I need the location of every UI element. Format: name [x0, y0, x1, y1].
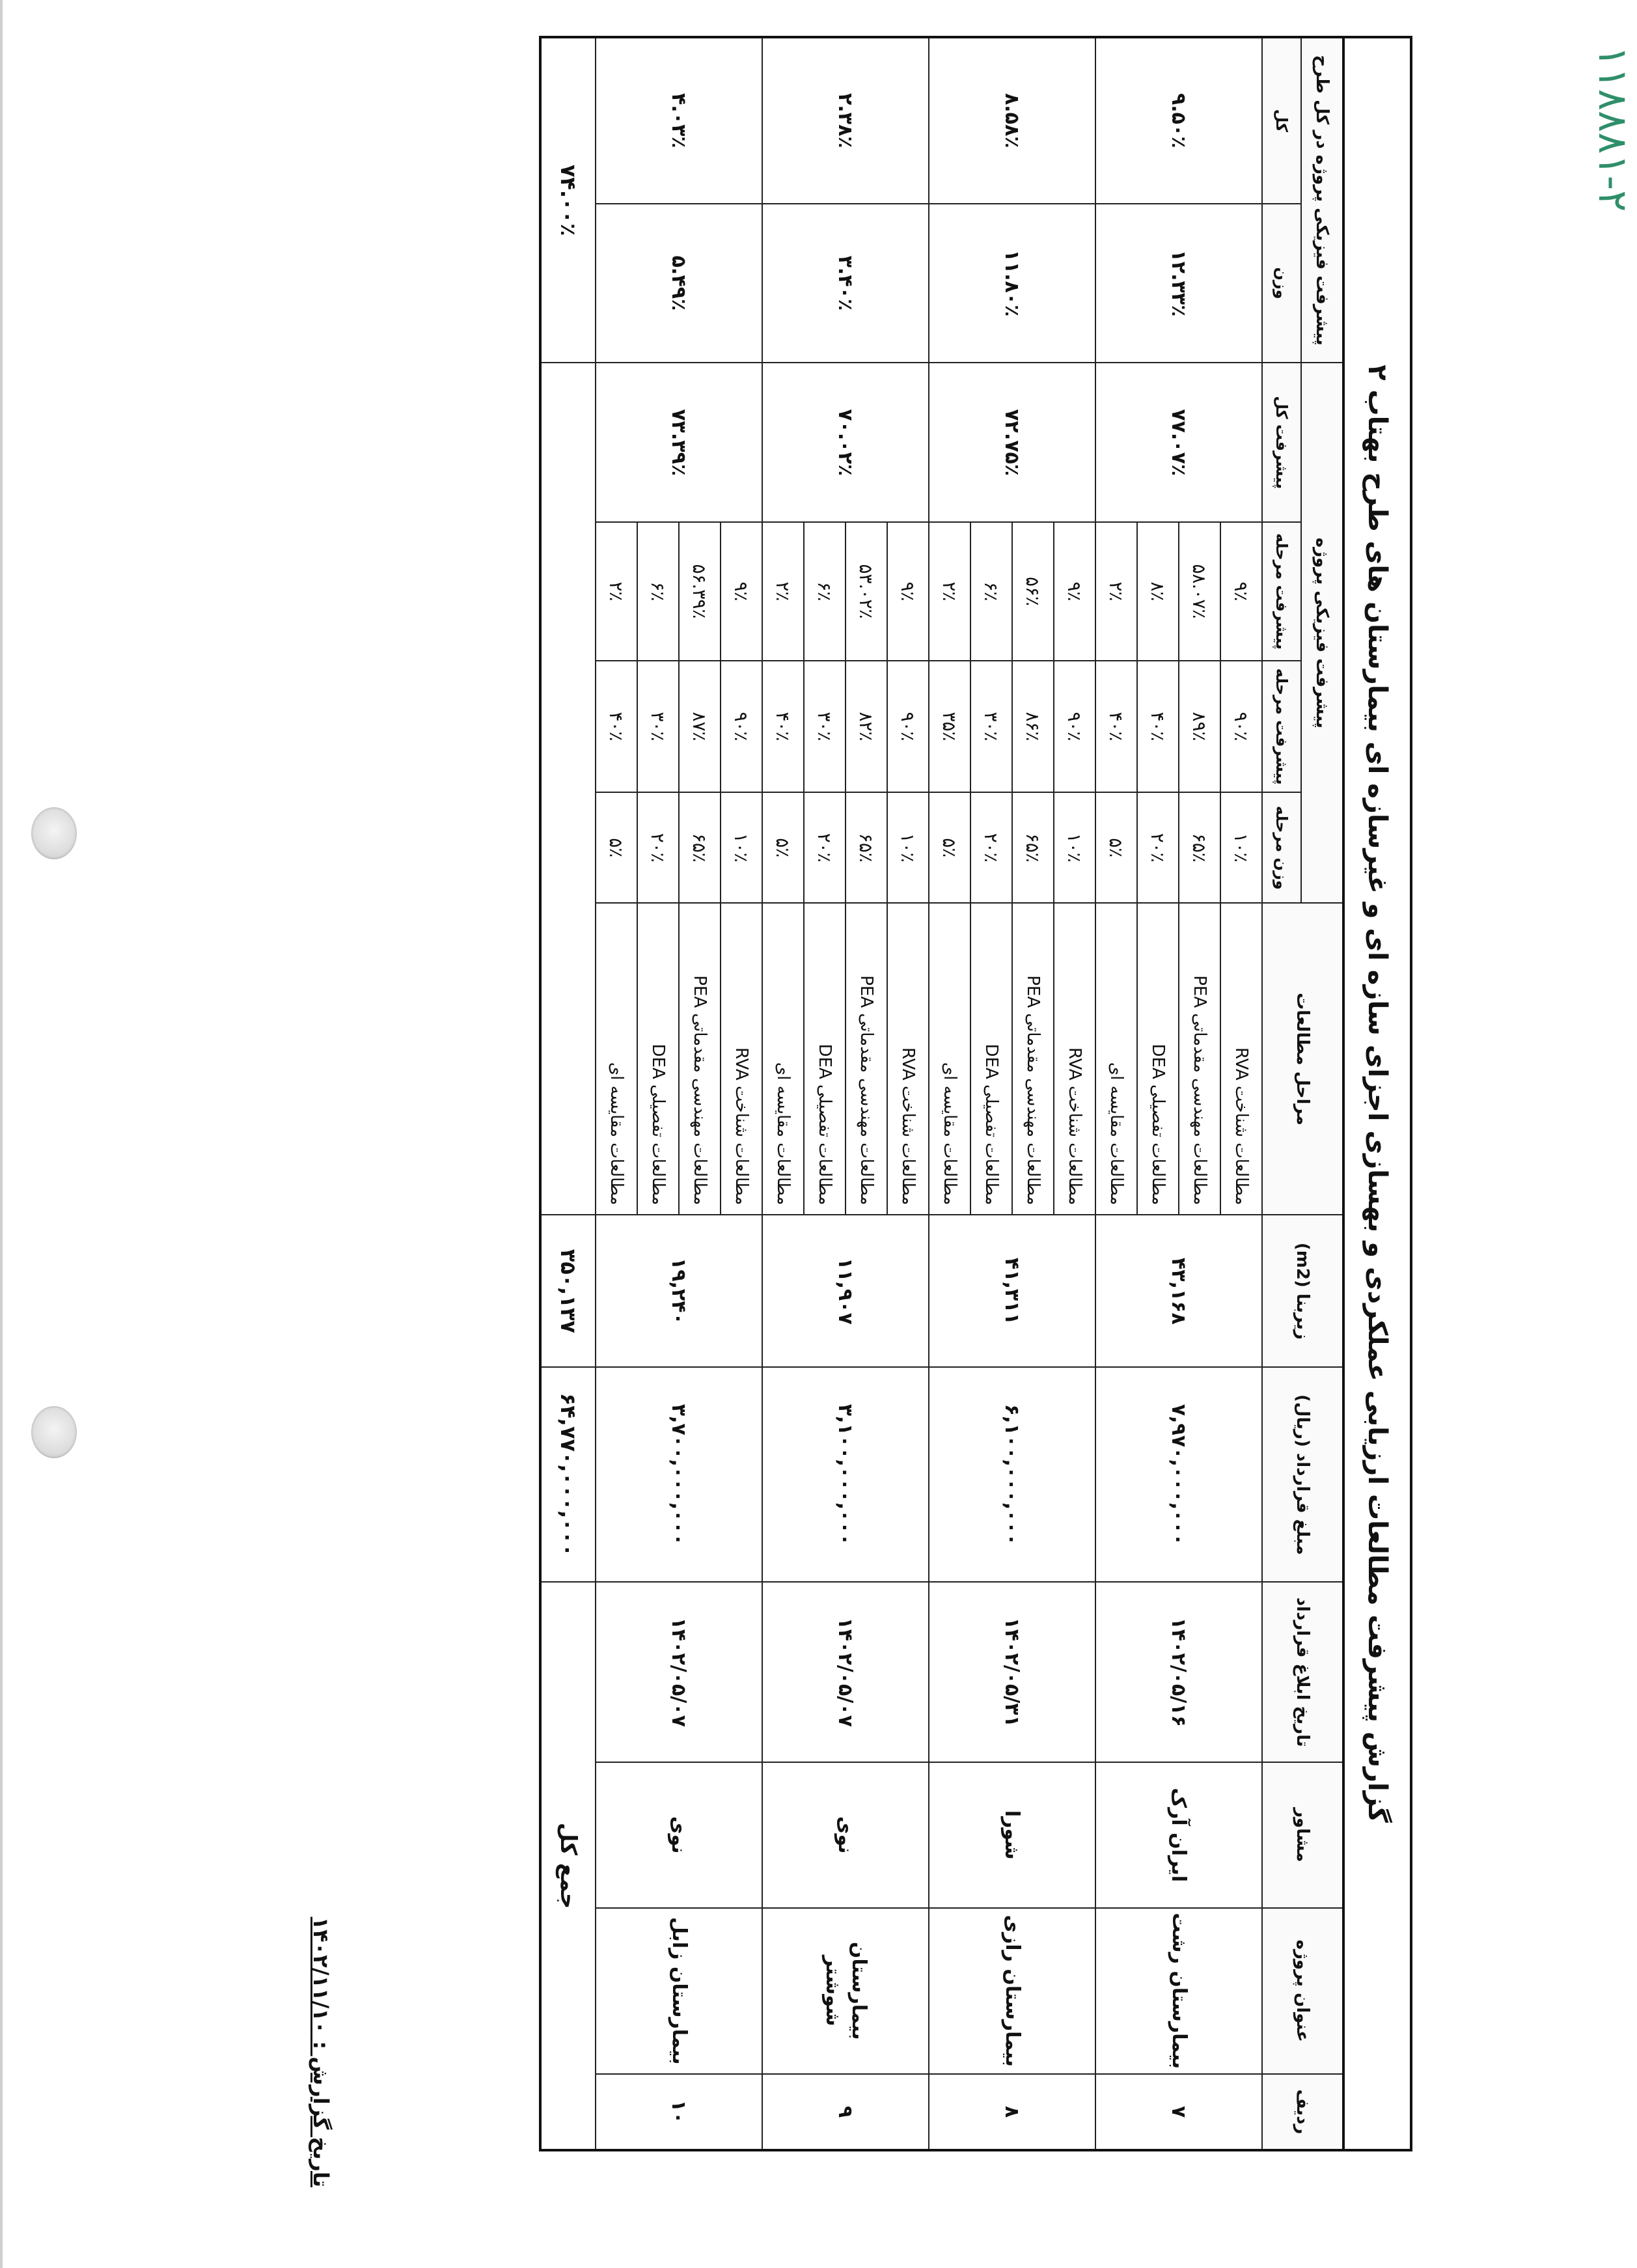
header-total: کل: [1262, 37, 1301, 204]
stage-progress-cell: ۳۰٪: [804, 661, 846, 792]
header-total-progress: پیشرفت کل: [1262, 363, 1301, 522]
contract-date-cell: ۱۴۰۲/۰۵/۰۷: [596, 1582, 762, 1762]
header-weight: وزن: [1262, 204, 1301, 363]
row-number: ۹: [762, 2074, 929, 2150]
header-contract-date: تاریخ ابلاغ قرارداد: [1262, 1582, 1343, 1762]
stage-weighted-progress-cell: ۸٪: [1137, 522, 1179, 661]
stage-progress-cell: ۸۹٪: [1179, 661, 1220, 792]
area-cell: ۱۹,۲۴۰: [596, 1215, 762, 1367]
stage-weighted-progress-cell: ۶٪: [970, 522, 1012, 661]
table-row: [887, 37, 929, 2150]
contract-date-cell: ۱۴۰۲/۰۵/۱۶: [1095, 1582, 1262, 1762]
row-number: ۷: [1095, 2074, 1262, 2150]
stage-weight-cell: ۵٪: [762, 792, 804, 903]
area-cell: ۱۱,۹۰۷: [762, 1215, 929, 1367]
header-study-stages: مراحل مطالعات: [1262, 903, 1343, 1215]
stage-name-cell: مطالعات تفصیلی DEA: [804, 903, 846, 1215]
stage-name-cell: مطالعات شناخت RVA: [1220, 903, 1262, 1215]
stage-weight-cell: ۵٪: [929, 792, 970, 903]
stage-weight-cell: ۱۰٪: [1054, 792, 1095, 903]
contract-amount-cell: ۳,۱۰۰,۰۰۰,۰۰۰: [762, 1367, 929, 1582]
total-row: [540, 37, 596, 2150]
stage-name-cell: مطالعات تفصیلی DEA: [637, 903, 679, 1215]
stage-weight-cell: ۲۰٪: [1137, 792, 1179, 903]
project-title-cell: بیمارستان رشت: [1095, 1908, 1262, 2074]
stage-weighted-progress-cell: ۲٪: [762, 522, 804, 661]
header-project-progress: پیشرفت فیزیکی پروژه: [1301, 363, 1343, 903]
stage-weight-cell: ۶۵٪: [1012, 792, 1054, 903]
header-stage-progress-2: پیشرفت مرحله: [1262, 522, 1301, 661]
stage-progress-cell: ۸۷٪: [679, 661, 721, 792]
stage-name-cell: مطالعات مهندسی مقدماتی PEA: [1179, 903, 1220, 1215]
stage-weighted-progress-cell: ۶٪: [637, 522, 679, 661]
header-stage-progress: پیشرفت مرحله: [1262, 661, 1301, 792]
contract-amount-cell: ۶,۱۰۰,۰۰۰,۰۰۰: [929, 1367, 1095, 1582]
stage-progress-cell: ۳۰٪: [637, 661, 679, 792]
stage-weight-cell: ۲۰٪: [804, 792, 846, 903]
header-contract-amount: مبلغ قرارداد (ریال): [1262, 1367, 1343, 1582]
stage-name-cell: مطالعات مقایسه ای: [596, 903, 637, 1215]
stage-weighted-progress-cell: ۹٪: [1054, 522, 1095, 661]
stage-name-cell: مطالعات مقایسه ای: [762, 903, 804, 1215]
stage-weight-cell: ۲۰٪: [637, 792, 679, 903]
stage-name-cell: مطالعات تفصیلی DEA: [1137, 903, 1179, 1215]
project-title-cell: بیمارستان رازی: [929, 1908, 1095, 2074]
stage-progress-cell: ۳۰٪: [970, 661, 1012, 792]
header-consultant: مشاور: [1262, 1762, 1343, 1907]
stage-weighted-progress-cell: ۲٪: [596, 522, 637, 661]
stage-weighted-progress-cell: ۹٪: [721, 522, 762, 661]
total-amount: ۶۴,۷۷۰,۰۰۰,۰۰۰: [540, 1367, 596, 1582]
table-body: [596, 37, 1262, 2150]
stage-name-cell: مطالعات شناخت RVA: [887, 903, 929, 1215]
stage-progress-cell: ۴۰٪: [762, 661, 804, 792]
stage-weight-cell: ۶۵٪: [679, 792, 721, 903]
report-sheet: [397, 36, 1412, 2151]
stage-progress-cell: ۸۶٪: [1012, 661, 1054, 792]
weight-cell: ۱۲.۳۳٪: [1095, 204, 1262, 363]
project-title-cell: بیمارستان زابل: [596, 1908, 762, 2074]
stage-weighted-progress-cell: ۲٪: [929, 522, 970, 661]
overall-progress-cell: ۹.۵۰٪: [1095, 37, 1262, 204]
stage-progress-cell: ۹۰٪: [1220, 661, 1262, 792]
stage-weight-cell: ۱۰٪: [1220, 792, 1262, 903]
total-overall: ۷۴.۰۰٪: [540, 37, 596, 363]
header-overall-progress: پیشرفت فیزیکی پروژه در کل طرح: [1301, 37, 1343, 363]
stage-name-cell: مطالعات شناخت RVA: [721, 903, 762, 1215]
total-area: ۳۵۰,۱۳۷: [540, 1215, 596, 1367]
stage-weighted-progress-cell: ۵۶٪: [1012, 522, 1054, 661]
total-empty: [540, 363, 596, 1215]
table-row: [1220, 37, 1262, 2150]
report-title: گزارش پیشرفت مطالعات ارزیابی عملکردی و بهسازی اجزای سازه ای و غیرسازه ای بیمارستان های طرح بهتاب ۲: [1345, 36, 1412, 2151]
handwritten-number-stamp: ۱۱۸۸۸۱-۲: [1589, 46, 1637, 212]
contract-date-cell: ۱۴۰۲/۰۵/۰۷: [762, 1582, 929, 1762]
total-progress-cell: ۷۷.۰۷٪: [1095, 363, 1262, 522]
consultant-cell: ایران آرک: [1095, 1762, 1262, 1907]
stage-weighted-progress-cell: ۹٪: [887, 522, 929, 661]
stage-progress-cell: ۴۰٪: [596, 661, 637, 792]
table-row: [1054, 37, 1095, 2150]
stage-name-cell: مطالعات مهندسی مقدماتی PEA: [1012, 903, 1054, 1215]
weight-cell: ۳.۴۰٪: [762, 204, 929, 363]
contract-amount-cell: ۷,۹۷۰,۰۰۰,۰۰۰: [1095, 1367, 1262, 1582]
punch-hole-bottom: [31, 1406, 77, 1458]
total-progress-cell: ۷۳.۳۹٪: [596, 363, 762, 522]
stage-weight-cell: ۱۰٪: [721, 792, 762, 903]
consultant-cell: نوی: [762, 1762, 929, 1907]
overall-progress-cell: ۲.۳۸٪: [762, 37, 929, 204]
stage-name-cell: مطالعات مقایسه ای: [929, 903, 970, 1215]
stage-name-cell: مطالعات مهندسی مقدماتی PEA: [679, 903, 721, 1215]
area-cell: ۴۳,۱۶۸: [1095, 1215, 1262, 1367]
contract-amount-cell: ۳,۷۰۰,۰۰۰,۰۰۰: [596, 1367, 762, 1582]
stage-weighted-progress-cell: ۹٪: [1220, 522, 1262, 661]
weight-cell: ۵.۴۹٪: [596, 204, 762, 363]
stage-weight-cell: ۱۰٪: [887, 792, 929, 903]
consultant-cell: شورا: [929, 1762, 1095, 1907]
stage-progress-cell: ۴۰٪: [1095, 661, 1137, 792]
stage-progress-cell: ۴۰٪: [1137, 661, 1179, 792]
header-stage-weight: وزن مرحله: [1262, 792, 1301, 903]
stage-weighted-progress-cell: ۵۸.۰۷٪: [1179, 522, 1220, 661]
total-progress-cell: ۷۲.۷۵٪: [929, 363, 1095, 522]
stage-weight-cell: ۵٪: [1095, 792, 1137, 903]
area-cell: ۴۱,۳۱۱: [929, 1215, 1095, 1367]
header-area: زیربنا (m2): [1262, 1215, 1343, 1367]
stage-progress-cell: ۹۰٪: [1054, 661, 1095, 792]
table-row: [721, 37, 762, 2150]
stage-progress-cell: ۳۵٪: [929, 661, 970, 792]
stage-progress-cell: ۹۰٪: [721, 661, 762, 792]
contract-date-cell: ۱۴۰۲/۰۵/۳۱: [929, 1582, 1095, 1762]
stage-name-cell: مطالعات تفصیلی DEA: [970, 903, 1012, 1215]
project-title-cell: بیمارستان شوشتر: [762, 1908, 929, 2074]
punch-hole-top: [31, 807, 77, 859]
header-radif: ردیف: [1262, 2074, 1343, 2150]
stage-progress-cell: ۹۰٪: [887, 661, 929, 792]
stage-weighted-progress-cell: ۵۳.۰۲٪: [846, 522, 887, 661]
weight-cell: ۱۱.۸۰٪: [929, 204, 1095, 363]
stage-weight-cell: ۲۰٪: [970, 792, 1012, 903]
consultant-cell: نوی: [596, 1762, 762, 1907]
page-edge: [0, 0, 3, 2268]
header-project-title: عنوان پروژه: [1262, 1908, 1343, 2074]
report-date: تاریخ گزارش : ۱۴۰۲/۱۱/۱۰: [309, 1916, 333, 2187]
stage-weight-cell: ۶۵٪: [1179, 792, 1220, 903]
stage-weighted-progress-cell: ۲٪: [1095, 522, 1137, 661]
stage-name-cell: مطالعات مقایسه ای: [1095, 903, 1137, 1215]
overall-progress-cell: ۸.۵۸٪: [929, 37, 1095, 204]
stage-weighted-progress-cell: ۵۶.۳۹٪: [679, 522, 721, 661]
overall-progress-cell: ۴.۰۳٪: [596, 37, 762, 204]
stage-name-cell: مطالعات شناخت RVA: [1054, 903, 1095, 1215]
progress-table: [539, 36, 1345, 2151]
row-number: ۸: [929, 2074, 1095, 2150]
total-label: جمع کل: [540, 1582, 596, 2150]
stage-weight-cell: ۵٪: [596, 792, 637, 903]
stage-weighted-progress-cell: ۶٪: [804, 522, 846, 661]
total-progress-cell: ۷۰.۰۲٪: [762, 363, 929, 522]
stage-progress-cell: ۸۲٪: [846, 661, 887, 792]
stage-name-cell: مطالعات مهندسی مقدماتی PEA: [846, 903, 887, 1215]
row-number: ۱۰: [596, 2074, 762, 2150]
stage-weight-cell: ۶۵٪: [846, 792, 887, 903]
